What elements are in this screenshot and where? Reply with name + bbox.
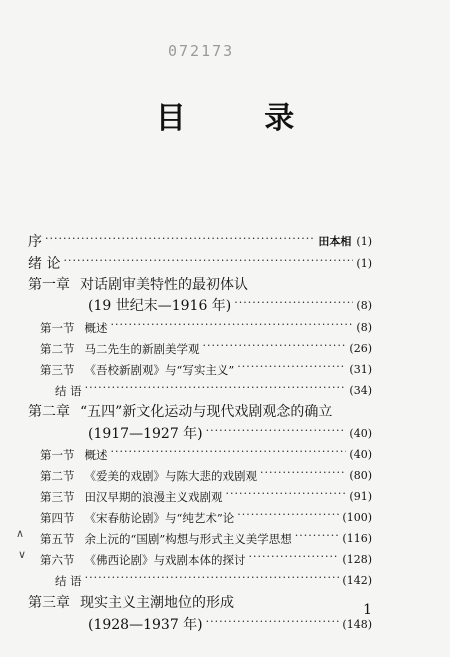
- section-title: 结 语: [55, 574, 82, 588]
- toc-page: (26): [349, 342, 372, 355]
- section-title: 马二先生的新剧美学观: [84, 342, 200, 356]
- toc-section[interactable]: [40, 508, 372, 528]
- toc-page: (8): [356, 299, 372, 312]
- chapter-number: 第三章: [28, 595, 70, 611]
- toc-page: (34): [349, 384, 372, 397]
- toc-conclusion[interactable]: [55, 571, 372, 591]
- toc-conclusion[interactable]: [55, 381, 372, 401]
- margin-mark: ∧: [16, 527, 25, 540]
- leader-dots: [237, 505, 339, 525]
- toc-section[interactable]: [40, 339, 372, 359]
- section-number: 第一节: [40, 448, 75, 462]
- chapter-years: (1928—1937 年): [88, 617, 203, 633]
- toc-chapter-2-years[interactable]: [88, 424, 372, 444]
- leader-dots: [249, 547, 340, 567]
- section-number: 第二节: [40, 469, 75, 483]
- section-number: 第六节: [40, 553, 75, 567]
- section-title: 概述: [84, 448, 108, 462]
- toc-section[interactable]: [40, 487, 372, 507]
- chapter-years: (1917—1927 年): [88, 426, 203, 442]
- section-title: 田汉早期的浪漫主义戏剧观: [84, 490, 223, 504]
- section-title: 《宋春舫论剧》与“纯艺术”论: [84, 511, 235, 525]
- leader-dots: [206, 612, 340, 632]
- leader-dots: [226, 484, 347, 504]
- toc-label: 序: [28, 234, 42, 250]
- toc-author: 田本相: [318, 235, 352, 248]
- leader-dots: [63, 251, 353, 271]
- page-title: 目 录: [155, 101, 329, 136]
- chapter-years: (19 世纪末—1916 年): [88, 298, 232, 314]
- toc-page: (116): [342, 532, 372, 545]
- leader-dots: [85, 378, 347, 398]
- toc-page: (40): [349, 427, 372, 440]
- toc-page: (100): [342, 511, 372, 524]
- section-number: 第一节: [40, 321, 75, 335]
- leader-dots: [111, 315, 354, 335]
- section-title: 《吾校新剧观》与“写实主义”: [84, 363, 235, 377]
- toc-section[interactable]: [40, 466, 372, 486]
- toc-page: (1): [356, 257, 372, 270]
- margin-mark: ∨: [18, 548, 27, 561]
- chapter-title: 对话剧审美特性的最初体认: [80, 277, 248, 293]
- section-number: 第二节: [40, 342, 75, 356]
- leader-dots: [295, 526, 340, 546]
- chapter-number: 第一章: [28, 277, 70, 293]
- toc-entry-preface[interactable]: [28, 232, 372, 252]
- toc-page: (142): [342, 574, 372, 587]
- section-title: 《爱美的戏剧》与陈大悲的戏剧观: [84, 469, 257, 483]
- toc-page: (8): [356, 321, 372, 334]
- leader-dots: [203, 336, 347, 356]
- toc-section[interactable]: [40, 550, 372, 570]
- section-number: 第四节: [40, 511, 75, 525]
- toc-section[interactable]: [40, 529, 372, 549]
- section-title: 余上沅的“国剧”构想与形式主义美学思想: [84, 532, 292, 546]
- page-number: 1: [363, 602, 372, 618]
- toc-page: (91): [349, 490, 372, 503]
- section-number: 第三节: [40, 490, 75, 504]
- toc-chapter-3-years[interactable]: [88, 615, 372, 635]
- chapter-number: 第二章: [28, 404, 70, 420]
- toc-chapter-2[interactable]: [28, 402, 372, 422]
- toc-page: (148): [342, 618, 372, 631]
- section-number: 第五节: [40, 532, 75, 546]
- section-title: 概述: [84, 321, 108, 335]
- chapter-title: 现实主义主潮地位的形成: [80, 595, 234, 611]
- library-stamp: 072173: [168, 42, 235, 60]
- toc-page: (80): [349, 469, 372, 482]
- toc-label: 绪 论: [28, 256, 61, 272]
- leader-dots: [85, 568, 340, 588]
- toc-chapter-1[interactable]: [28, 275, 372, 295]
- leader-dots: [234, 293, 353, 313]
- leader-dots: [206, 421, 347, 441]
- toc-page: (31): [349, 363, 372, 376]
- leader-dots: [260, 463, 346, 483]
- toc-section[interactable]: [40, 445, 372, 465]
- toc-section[interactable]: [40, 318, 372, 338]
- section-title: 《佛西论剧》与戏剧本体的探讨: [84, 553, 246, 567]
- toc-page: (128): [342, 553, 372, 566]
- toc-entry-introduction[interactable]: [28, 254, 372, 274]
- toc-page: (40): [349, 448, 372, 461]
- section-title: 结 语: [55, 384, 82, 398]
- section-number: 第三节: [40, 363, 75, 377]
- toc-section[interactable]: [40, 360, 372, 380]
- leader-dots: [45, 229, 315, 249]
- toc-chapter-3[interactable]: [28, 593, 372, 613]
- leader-dots: [111, 442, 347, 462]
- toc-chapter-1-years[interactable]: [88, 296, 372, 316]
- toc-page: (1): [356, 235, 372, 248]
- leader-dots: [237, 357, 346, 377]
- chapter-title: “五四”新文化运动与现代戏剧观念的确立: [80, 404, 333, 420]
